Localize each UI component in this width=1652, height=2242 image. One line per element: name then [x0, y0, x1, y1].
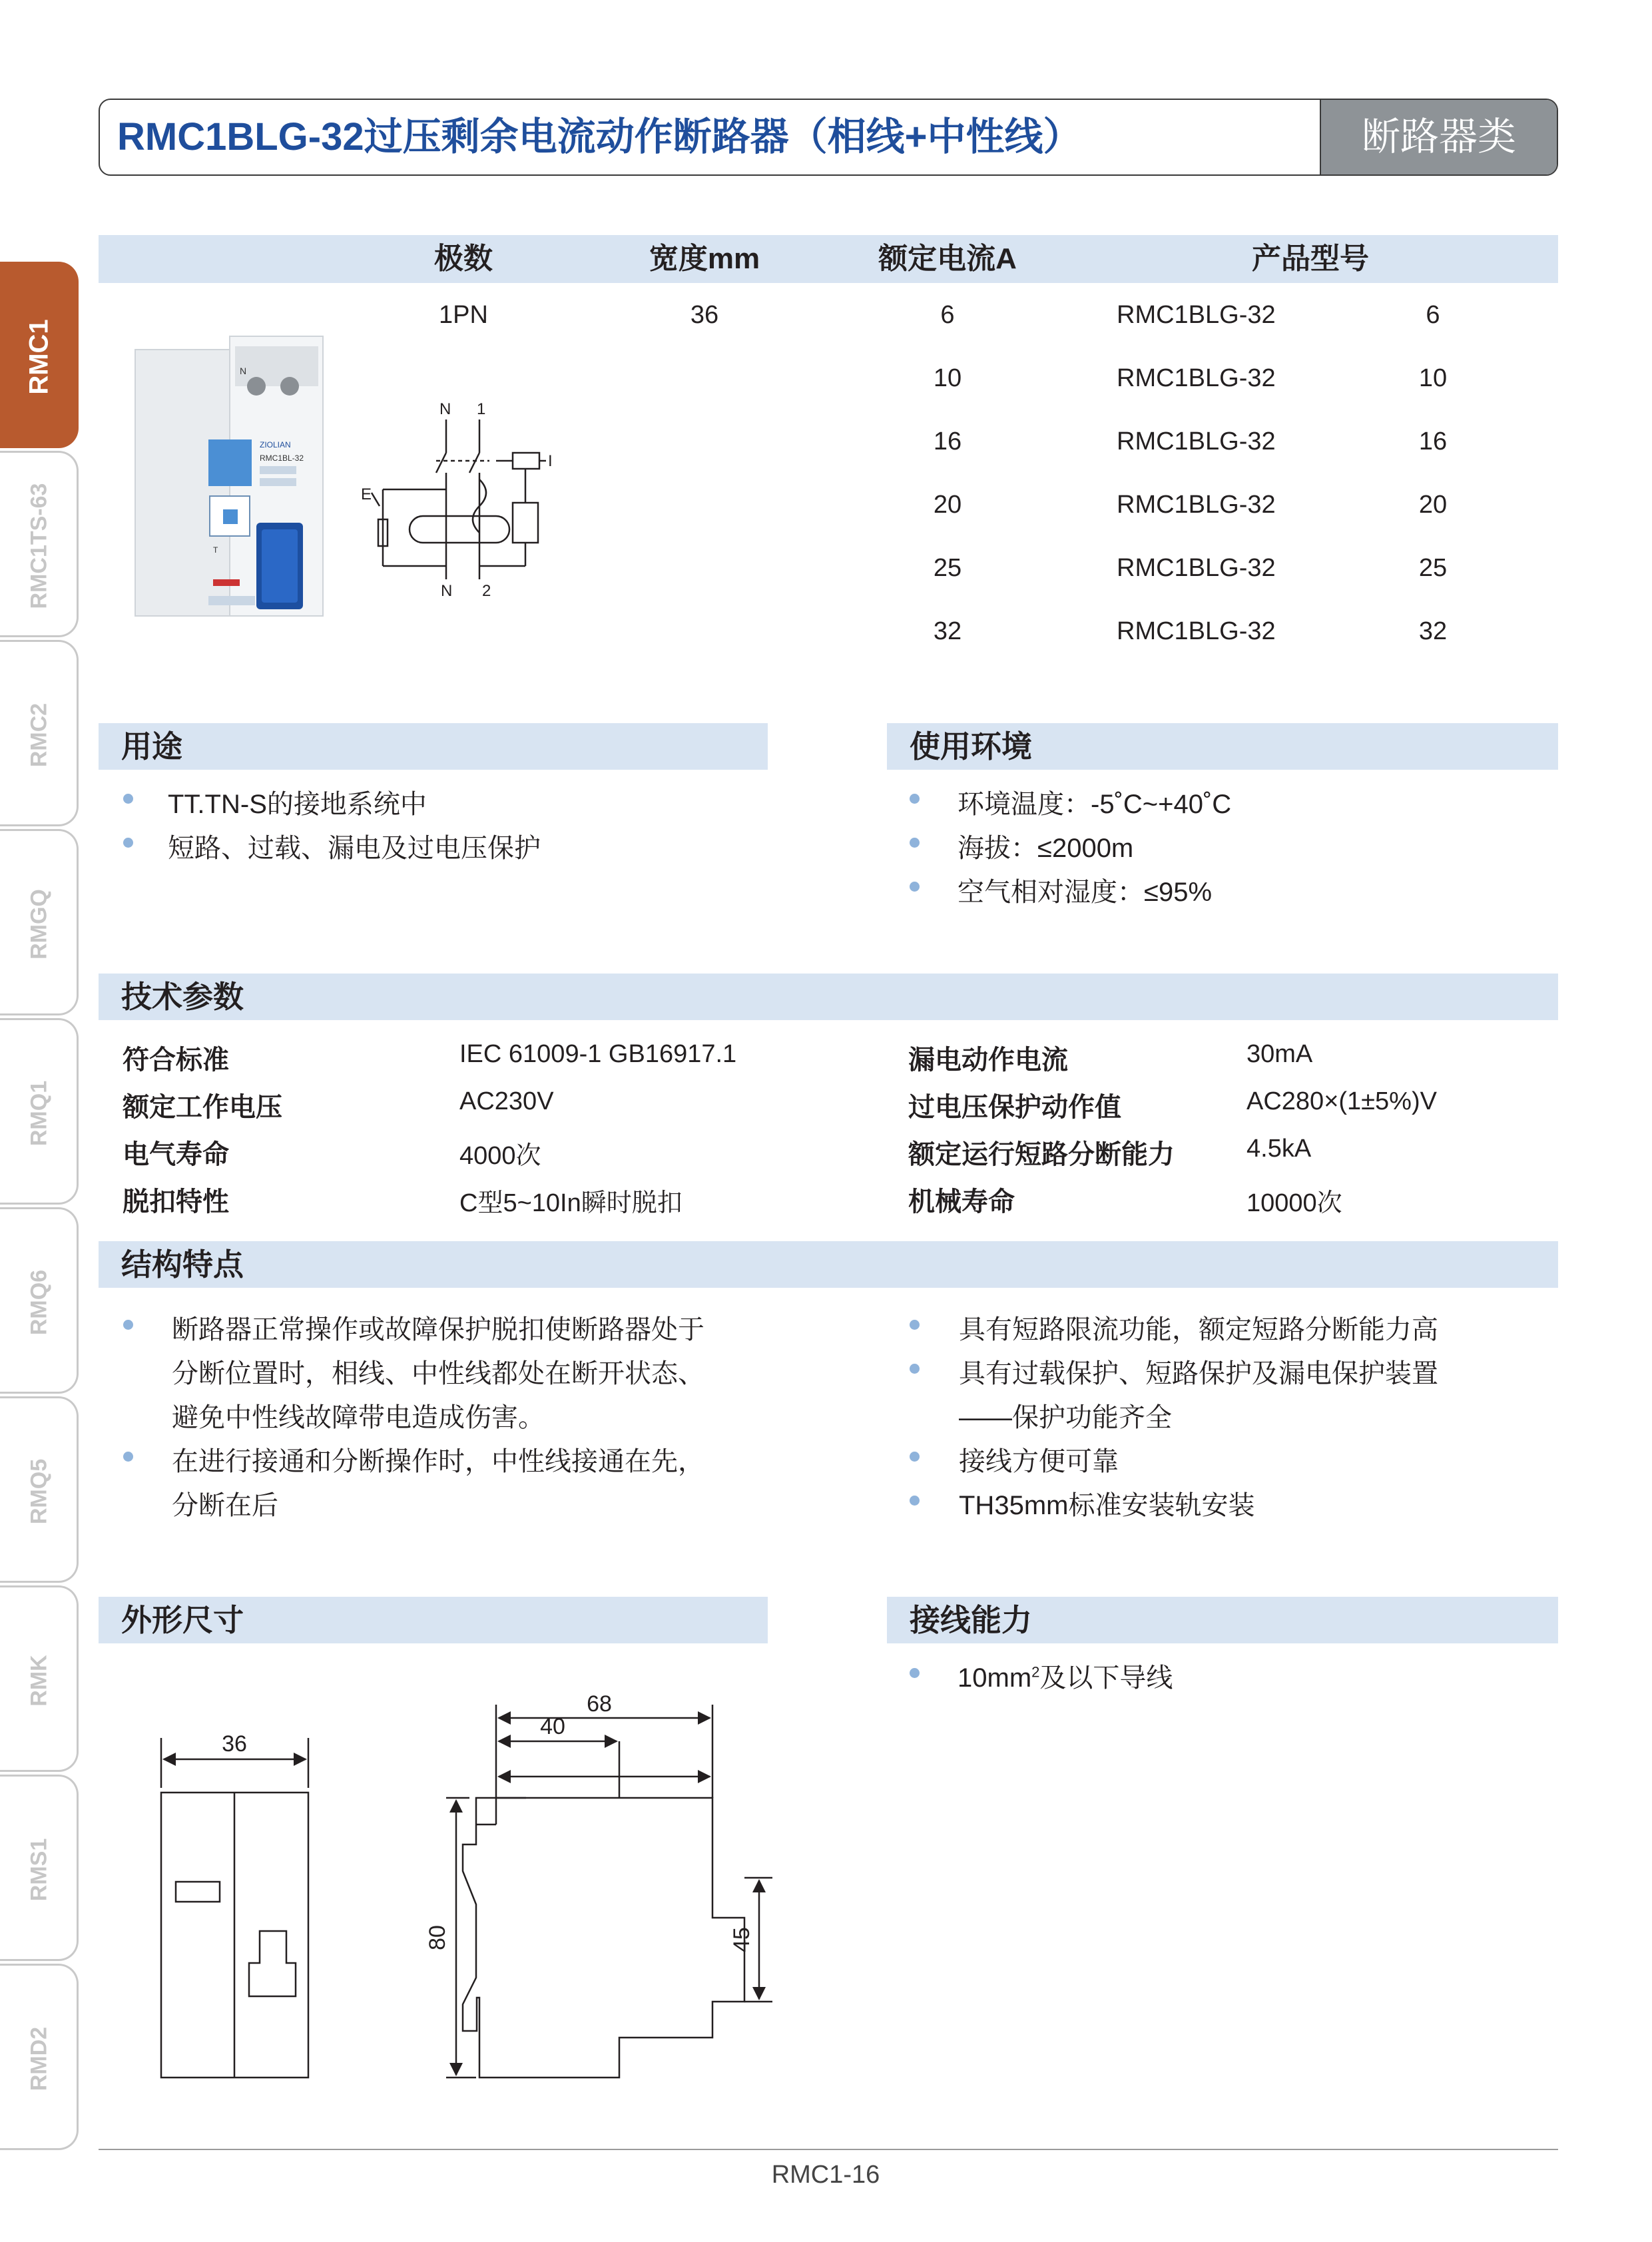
- dim-height: 80: [425, 1925, 450, 1950]
- usage-item: 短路、过载、漏电及过电压保护: [168, 834, 541, 863]
- tech-section-bar: [99, 974, 1558, 1020]
- cell-model: RMC1BLG-32: [1117, 364, 1276, 392]
- tech-value: 4000次: [459, 1142, 541, 1170]
- bullet-icon: [123, 1452, 133, 1462]
- tech-label: 漏电动作电流: [908, 1045, 1068, 1075]
- environment-title: 使用环境: [910, 729, 1032, 764]
- col-poles: 极数: [434, 242, 493, 275]
- side-tab-rms1[interactable]: RMS1: [0, 1775, 79, 1961]
- cell-model: RMC1BLG-32: [1117, 617, 1276, 645]
- tech-value: IEC 61009-1 GB16917.1: [459, 1040, 737, 1068]
- environment-item: 环境温度：-5˚C~+40˚C: [958, 790, 1232, 819]
- circuit-2-bottom: 2: [482, 582, 491, 600]
- wiring-item: $10mm^2$及以下导线: [958, 1663, 1173, 1693]
- circuit-e-label: E: [361, 485, 372, 503]
- col-model: 产品型号: [1252, 242, 1369, 275]
- dim-front-width: 36: [222, 1731, 247, 1757]
- cell-suffix: 6: [1426, 301, 1440, 329]
- cell-current: 20: [933, 491, 962, 519]
- cell-poles: 1PN: [439, 301, 488, 329]
- bullet-icon: [123, 794, 133, 804]
- cell-model: RMC1BLG-32: [1117, 554, 1276, 582]
- structure-item: 避免中性线故障带电造成伤害。: [172, 1403, 545, 1432]
- dim-side-partial: 40: [540, 1714, 565, 1739]
- structure-item: 具有短路限流功能，额定短路分断能力高: [959, 1315, 1438, 1344]
- tech-value: 30mA: [1246, 1040, 1313, 1068]
- col-current: 额定电流A: [878, 242, 1017, 275]
- cell-suffix: 10: [1418, 364, 1448, 392]
- structure-item: 断路器正常操作或故障保护脱扣使断路器处于: [172, 1315, 704, 1344]
- cell-current: 16: [933, 427, 962, 455]
- structure-item: 接线方便可靠: [959, 1447, 1119, 1476]
- usage-title: 用途: [121, 729, 182, 764]
- bullet-icon: [910, 882, 920, 892]
- bullet-icon: [910, 1452, 920, 1462]
- circuit-n-top: N: [439, 400, 451, 418]
- tech-value: C型5~10In瞬时脱扣: [459, 1189, 683, 1217]
- bullet-icon: [910, 1320, 920, 1330]
- side-tab-rmgq[interactable]: RMGQ: [0, 829, 79, 1015]
- brand-label: ZIOLIAN: [260, 440, 291, 449]
- side-tab-rmd2[interactable]: RMD2: [0, 1964, 79, 2150]
- structure-item: 分断位置时，相线、中性线都处在断开状态、: [172, 1359, 704, 1388]
- tech-label: 过电压保护动作值: [908, 1093, 1121, 1122]
- tech-label: 机械寿命: [908, 1187, 1015, 1217]
- side-tab-rmc1[interactable]: RMC1: [0, 262, 79, 448]
- structure-item: ——保护功能齐全: [959, 1403, 1172, 1432]
- dimensions-title: 外形尺寸: [121, 1603, 244, 1637]
- environment-section-bar: [887, 723, 1558, 770]
- cell-width: 36: [690, 301, 719, 329]
- circuit-diagram: [360, 400, 559, 606]
- side-tab-rmq1[interactable]: RMQ1: [0, 1018, 79, 1205]
- tech-value: 4.5kA: [1246, 1135, 1312, 1163]
- page-number: RMC1-16: [771, 2161, 880, 2189]
- bullet-icon: [123, 838, 133, 848]
- dim-inner-height: 45: [729, 1927, 754, 1952]
- tech-value: AC280×(1±5%)V: [1246, 1087, 1437, 1115]
- tech-value: AC230V: [459, 1087, 554, 1115]
- circuit-n-bottom: N: [441, 582, 453, 600]
- dimension-drawing: [133, 1665, 799, 2098]
- usage-section-bar: [99, 723, 768, 770]
- usage-item: TT.TN-S的接地系统中: [168, 790, 427, 819]
- cell-suffix: 25: [1418, 554, 1448, 582]
- col-width: 宽度mm: [649, 242, 760, 275]
- bullet-icon: [910, 1668, 920, 1678]
- side-tab-rmc1ts63[interactable]: RMC1TS-63: [0, 451, 79, 637]
- bullet-icon: [910, 1364, 920, 1374]
- circuit-1-top: 1: [477, 400, 486, 418]
- tech-label: 额定运行短路分断能力: [908, 1140, 1175, 1169]
- side-tab-rmq6[interactable]: RMQ6: [0, 1207, 79, 1394]
- cell-current: 6: [940, 301, 955, 329]
- cell-current: 25: [933, 554, 962, 582]
- bullet-icon: [123, 1320, 133, 1330]
- cell-current: 32: [933, 617, 962, 645]
- structure-item: 在进行接通和分断操作时，中性线接通在先，: [172, 1447, 704, 1476]
- cell-model: RMC1BLG-32: [1117, 491, 1276, 519]
- cell-current: 10: [933, 364, 962, 392]
- structure-title: 结构特点: [121, 1247, 244, 1282]
- tech-value: 10000次: [1246, 1189, 1342, 1217]
- product-image: [130, 333, 330, 626]
- structure-section-bar: [99, 1241, 1558, 1288]
- tech-label: 符合标准: [123, 1045, 229, 1075]
- dimensions-section-bar: [99, 1597, 768, 1643]
- model-label: RMC1BL-32: [260, 453, 304, 463]
- circuit-i-label: I: [548, 452, 553, 470]
- tech-label: 脱扣特性: [123, 1187, 229, 1217]
- table-header: [99, 235, 1558, 283]
- structure-item: 分断在后: [172, 1491, 278, 1520]
- cell-model: RMC1BLG-32: [1117, 427, 1276, 455]
- wiring-title: 接线能力: [910, 1603, 1032, 1637]
- bullet-icon: [910, 1496, 920, 1506]
- structure-item: TH35mm标准安装轨安装: [959, 1491, 1255, 1520]
- side-tab-rmq5[interactable]: RMQ5: [0, 1396, 79, 1583]
- tech-label: 电气寿命: [123, 1140, 229, 1169]
- page-header: [99, 99, 1558, 176]
- test-button-label: T: [213, 545, 218, 555]
- cell-suffix: 16: [1418, 427, 1448, 455]
- cell-model: RMC1BLG-32: [1117, 301, 1276, 329]
- dim-side-total: 68: [587, 1691, 612, 1717]
- tech-label: 额定工作电压: [123, 1093, 282, 1122]
- footer-divider: [99, 2149, 1558, 2150]
- terminal-n-label: N: [240, 366, 247, 376]
- bullet-icon: [910, 838, 920, 848]
- tech-title: 技术参数: [121, 980, 244, 1014]
- side-tab-rmk[interactable]: RMK: [0, 1585, 79, 1772]
- page-title: RMC1BLG-32过压剩余电流动作断路器（相线+中性线）: [117, 115, 1082, 158]
- bullet-icon: [910, 794, 920, 804]
- cell-suffix: 20: [1418, 491, 1448, 519]
- side-tab-rmc2[interactable]: RMC2: [0, 640, 79, 826]
- category-label: 断路器类: [1320, 100, 1557, 174]
- structure-item: 具有过载保护、短路保护及漏电保护装置: [959, 1359, 1438, 1388]
- cell-suffix: 32: [1418, 617, 1448, 645]
- environment-item: 海拔：≤2000m: [958, 834, 1134, 863]
- environment-item: 空气相对湿度：≤95%: [958, 878, 1213, 907]
- wiring-section-bar: [887, 1597, 1558, 1643]
